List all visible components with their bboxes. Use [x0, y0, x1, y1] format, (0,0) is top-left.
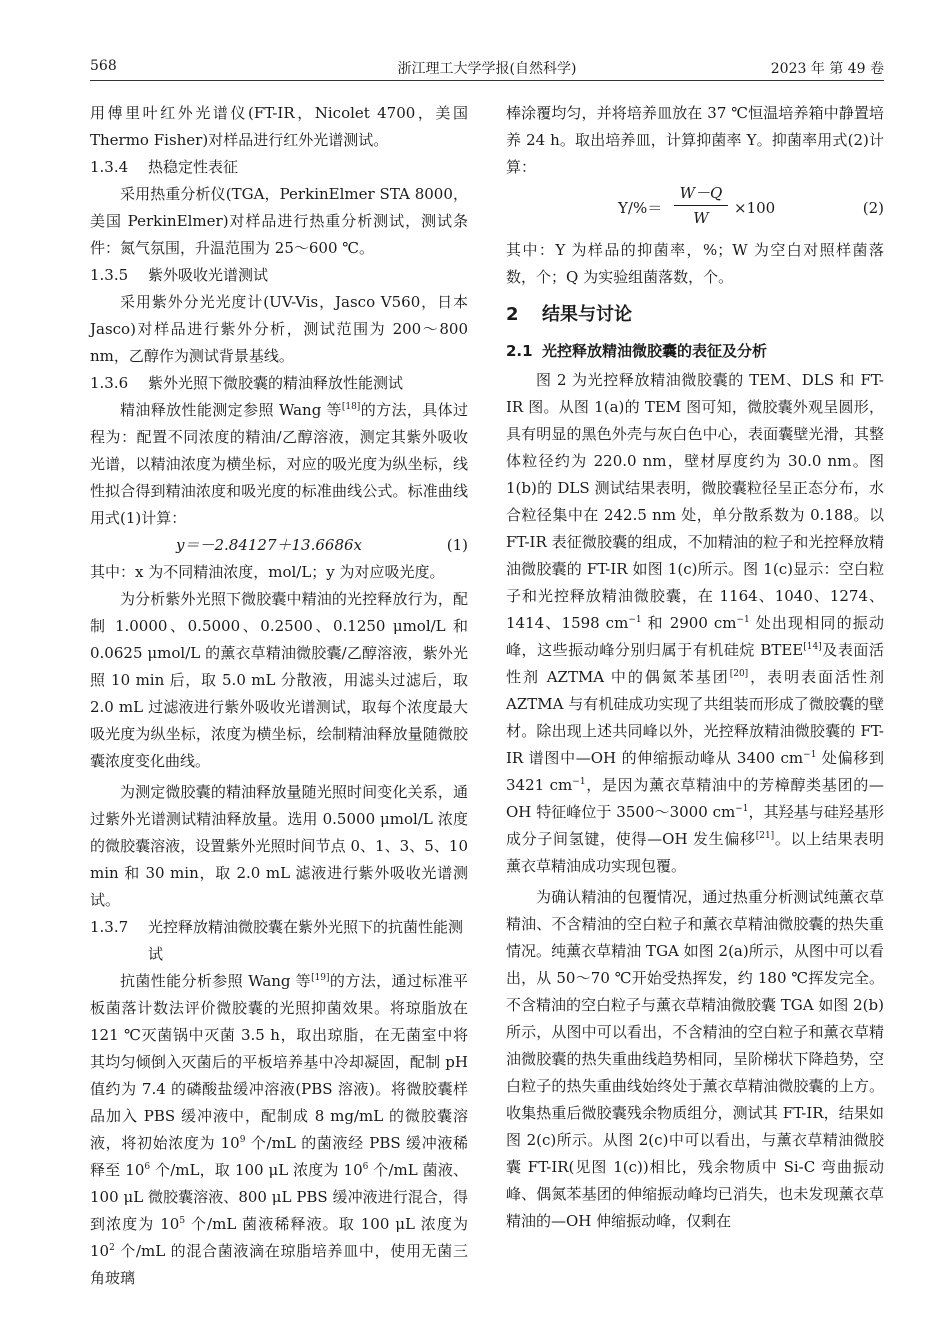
paragraph: 为分析紫外光照下微胶囊中精油的光控释放行为，配制 1.0000、0.5000、0.2500、0.1250 μmol/L 和 0.0625 μmol/L 的薰衣草精油微胶囊/乙醇溶液，紫外光照 10 min 后，取 5.0 mL 分散液，用滤头过滤后，取 2.0 mL 过滤液进行紫外吸收光谱测试，取每个浓度最大吸光度为纵坐标，浓度为横坐标，绘制精油释放量随微胶囊浓度变化曲线。 [90, 590, 468, 770]
exponent: 9 [239, 1135, 246, 1145]
equation-fraction [674, 181, 728, 230]
equation-1 [90, 532, 468, 559]
text-run: 图 2 为光控释放精油微胶囊的 TEM、DLS 和 FT-IR 图。从图 1(a)的 TEM 图可知，微胶囊外观呈圆形，具有明显的黑色外壳与灰白色中心，表面囊壁光滑，其整体粒径约为 220.0 nm，壁材厚度约为 30.0 nm。图 1(b)的 DLS 测试结果表明，微胶囊粒径呈正态分布，水合粒径集中在 242.5 nm 处，单分散系数为 0.188。以 FT-IR 表征微胶囊的组成，不加精油的粒子和光控释放精油微胶囊的 FT-IR 如图 1(c)所示。图 1(c)显示：空白粒子和光控释放精油微胶囊，在 1164、1040、1274、1414、1598 cm [506, 371, 884, 632]
section-number: 2.1 [506, 342, 533, 360]
paragraph: 用傅里叶红外光谱仪(FT-IR，Nicolet 4700，美国 Thermo Fisher)对样品进行红外光谱测试。 [90, 104, 468, 149]
subsection-heading-1-3-4 [90, 154, 468, 181]
text-run: 个/mL 菌液稀释液。取 100 μL 浓度为 10 [90, 1215, 469, 1260]
exponent: 6 [362, 1162, 369, 1172]
section-title: 光控释放精油微胶囊的表征及分析 [542, 342, 768, 360]
section-number: 1.3.4 [90, 158, 129, 176]
section-title: 光控释放精油微胶囊在紫外光照下的抗菌性能测试 [148, 918, 464, 963]
citation: [19] [311, 973, 330, 983]
section-title: 结果与讨论 [542, 304, 632, 325]
paragraph [90, 968, 468, 1292]
right-column [506, 100, 884, 1235]
paragraph: 棒涂覆均匀，并将培养皿放在 37 ℃恒温培养箱中静置培养 24 h。取出培养皿，计算抑菌率 Y。抑菌率用式(2)计算： [506, 104, 884, 176]
text-run: 处偏移到 3421 cm [506, 749, 884, 794]
section-number: 1.3.7 [90, 918, 129, 936]
paragraph [506, 367, 884, 880]
section-number: 1.3.6 [90, 374, 129, 392]
subsection-heading-1-3-5 [90, 262, 468, 289]
text-run: 精油释放性能测定参照 Wang 等 [120, 401, 342, 419]
text-run: ，表明表面活性剂 AZTMA 与有机硅成功实现了共组装而形成了微胶囊的壁材。除出现上述共同峰以外，光控释放精油微胶囊的 FT-IR 谱图中—OH 的伸缩振动峰从 3400 cm [506, 668, 884, 767]
citation: [14] [803, 642, 822, 652]
fraction-denominator: W [693, 209, 709, 227]
exponent: −1 [735, 804, 749, 814]
paragraph: 采用热重分析仪(TGA，PerkinElmer STA 8000，美国 PerkinElmer)对样品进行热重分析测试，测试条件：氮气氛围，升温范围为 25～600 ℃。 [90, 185, 468, 257]
section-title: 紫外光照下微胶囊的精油释放性能测试 [148, 374, 404, 392]
paragraph [90, 397, 468, 532]
text-run: 抗菌性能分析参照 Wang 等 [120, 972, 312, 990]
paragraph: 其中：Y 为样品的抑菌率，%；W 为空白对照样菌落数，个；Q 为实验组菌落数，个。 [506, 241, 884, 286]
exponent: −1 [572, 777, 586, 787]
journal-title: 浙江理工大学学报(自然科学) [397, 61, 577, 77]
paragraph: 为确认精油的包覆情况，通过热重分析测试纯薰衣草精油、不含精油的空白粒子和薰衣草精油微胶囊的热失重情况。纯薰衣草精油 TGA 如图 2(a)所示，从图中可以看出，从 50～70 ℃开始受热挥发，约 180 ℃挥发完全。不含精油的空白粒子与薰衣草精油微胶囊 TGA 如图 2(b)所示，从图中可以看出，不含精油的空白粒子和薰衣草精油微胶囊的热失重曲线趋势相同，呈阶梯状下降趋势，空白粒子的热失重曲线始终处于薰衣草精油微胶囊的上方。收集热重后微胶囊残余物质组分，测试其 FT-IR，结果如图 2(c)所示。从图 2(c)中可以看出，与薰衣草精油微胶囊 FT-IR(见图 1(c))相比，残余物质中 Si-C 弯曲振动峰、偶氮苯基团的伸缩振动峰均已消失，也未发现薰衣草精油的—OH 伸缩振动峰，仅剩在 [506, 888, 884, 1230]
text-run: 。以上结果表明薰衣草精油成功实现包覆。 [506, 830, 884, 875]
text-run: 和 2900 cm [641, 614, 737, 632]
section-number: 2 [506, 304, 519, 325]
equation-rhs: ×100 [734, 199, 776, 217]
citation: [20] [729, 669, 749, 679]
exponent: −1 [736, 615, 750, 625]
exponent: −1 [628, 615, 642, 625]
exponent: 6 [144, 1162, 151, 1172]
year-volume: 2023 年 第 49 卷 [770, 61, 884, 77]
text-run: 个/mL，取 100 μL 浓度为 10 [150, 1161, 363, 1179]
text-run: 处出现相同的振动峰，这些振动峰分别归属于有机硅烷 BTEE [506, 614, 884, 659]
section-title: 紫外吸收光谱测试 [148, 266, 269, 284]
paragraph: 其中：x 为不同精油浓度，mol/L；y 为对应吸光度。 [90, 563, 445, 581]
exponent: 2 [109, 1243, 115, 1253]
text-run: 的方法，通过标准平板菌落计数法评价微胶囊的光照抑菌效果。将琼脂放在 121 ℃灭菌锅中灭菌 3.5 h，取出琼脂，在无菌室中将其均匀倾倒入灭菌后的平板培养基中冷却凝固，配制 pH 值约为 7.4 的磷酸盐缓冲溶液(PBS 溶液)。将微胶囊样品加入 PBS 缓冲液中，配制成 8 mg/mL 的微胶囊溶液，将初始浓度为 10 [90, 972, 468, 1152]
exponent: 5 [179, 1216, 186, 1226]
text-run: ，其羟基与硅羟基形成分子间氢键，使得—OH 发生偏移 [506, 803, 884, 848]
text-run: 的方法，具体过程为：配置不同浓度的精油/乙醇溶液，测定其紫外吸收光谱，以精油浓度为横坐标，对应的吸光度为纵坐标，线性拟合得到精油浓度和吸光度的标准曲线公式。标准曲线用式(1)计算： [90, 401, 468, 527]
paragraph: 为测定微胶囊的精油释放量随光照时间变化关系，通过紫外光谱测试精油释放量。选用 0.5000 μmol/L 浓度的微胶囊溶液，设置紫外光照时间节点 0、1、3、5、10 min 和 30 min，取 2.0 mL 滤液进行紫外吸收光谱测试。 [90, 783, 468, 909]
subsection-heading-1-3-7 [90, 914, 468, 968]
left-column [90, 100, 468, 1292]
section-heading-2-1 [506, 338, 884, 365]
citation: [21] [755, 831, 775, 841]
text-run: ，是因为薰衣草精油中的芳樟醇类基团的—OH 特征峰位于 3500～3000 cm [506, 776, 884, 821]
equation-lhs: Y/%＝ [618, 199, 663, 217]
text-run: 个/mL 菌液、100 μL 微胶囊溶液、800 μL PBS 缓冲液进行混合，得到浓度为 10 [90, 1161, 468, 1233]
text-run: 及表面活性剂 AZTMA 中的偶氮苯基团 [506, 641, 884, 686]
equation-2 [506, 181, 884, 237]
paragraph: 采用紫外分光光度计(UV-Vis，Jasco V560，日本 Jasco)对样品进行紫外分析，测试范围为 200～800 nm，乙醇作为测试背景基线。 [90, 293, 468, 365]
equation-number: (2) [862, 199, 884, 217]
equation-expression: y＝－2.84127＋13.6686x [176, 536, 362, 554]
subsection-heading-1-3-6 [90, 370, 468, 397]
section-heading-2 [506, 299, 884, 331]
page-number: 568 [90, 58, 117, 74]
section-number: 1.3.5 [90, 266, 129, 284]
fraction-numerator: W－Q [674, 181, 728, 206]
citation: [18] [341, 402, 361, 412]
text-run: 个/mL 的混合菌液滴在琼脂培养皿中，使用无菌三角玻璃 [90, 1242, 468, 1287]
text-run: 个/mL 的菌液经 PBS 缓冲液稀释至 10 [90, 1134, 469, 1179]
exponent: −1 [803, 750, 817, 760]
section-title: 热稳定性表征 [148, 158, 239, 176]
running-header [90, 58, 884, 81]
equation-number: (1) [446, 536, 468, 554]
